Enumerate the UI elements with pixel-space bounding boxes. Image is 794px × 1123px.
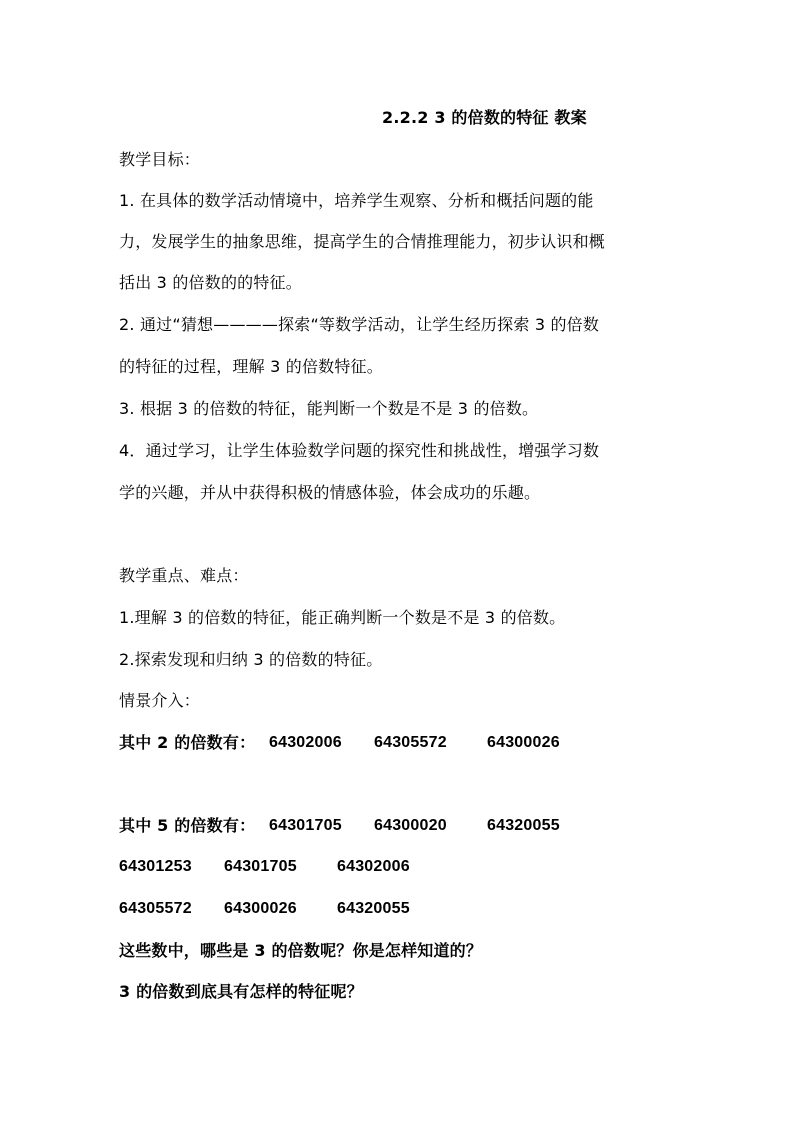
objective-line: 1. 在具体的数学活动情境中，培养学生观察、分析和概括问题的能 — [119, 191, 594, 210]
question-line: 这些数中，哪些是 3 的倍数呢？你是怎样知道的？ — [119, 941, 483, 960]
number-row-a — [119, 857, 679, 877]
key-point-line: 2.探索发现和归纳 3 的倍数的特征。 — [119, 650, 383, 669]
number-value: 64301253 — [119, 858, 192, 875]
number-value: 64320055 — [337, 900, 410, 917]
question-line: 3 的倍数到底具有怎样的特征呢？ — [119, 982, 363, 1001]
objective-line: 括出 3 的倍数的的特征。 — [119, 273, 302, 292]
number-value: 64301705 — [224, 858, 297, 875]
objective-line: 学的兴趣，并从中获得积极的情感体验，体会成功的乐趣。 — [119, 483, 541, 502]
number-value: 64302006 — [269, 734, 342, 751]
objective-line: 的特征的过程，理解 3 的倍数特征。 — [119, 357, 383, 376]
document-title: 2.2.2 3 的倍数的特征 教案 — [382, 108, 587, 127]
objective-line: 4．通过学习，让学生体验数学问题的探究性和挑战性，增强学习数 — [119, 441, 600, 460]
objective-line: 3. 根据 3 的倍数的特征，能判断一个数是不是 3 的倍数。 — [119, 399, 539, 418]
multiples-of-2-label: 其中 2 的倍数有： — [119, 733, 256, 752]
number-value: 64300026 — [224, 900, 297, 917]
number-value: 64305572 — [374, 734, 447, 751]
number-value: 64300020 — [374, 817, 447, 834]
multiples-of-5-row — [119, 816, 679, 836]
number-value: 64302006 — [337, 858, 410, 875]
multiples-of-2-row — [119, 733, 679, 753]
intro-heading: 情景介入： — [119, 691, 201, 710]
number-value: 64320055 — [487, 817, 560, 834]
number-value: 64300026 — [487, 734, 560, 751]
objective-line: 力，发展学生的抽象思维，提高学生的合情推理能力，初步认识和概 — [119, 232, 606, 251]
number-row-b — [119, 899, 679, 919]
objective-line: 2. 通过“猜想————探索“等数学活动，让学生经历探索 3 的倍数 — [119, 315, 600, 334]
multiples-of-5-label: 其中 5 的倍数有： — [119, 816, 256, 835]
number-value: 64301705 — [269, 817, 342, 834]
objectives-heading: 教学目标： — [119, 150, 201, 169]
number-value: 64305572 — [119, 900, 192, 917]
key-point-line: 1.理解 3 的倍数的特征，能正确判断一个数是不是 3 的倍数。 — [119, 608, 566, 627]
key-points-heading: 教学重点、难点： — [119, 566, 249, 585]
